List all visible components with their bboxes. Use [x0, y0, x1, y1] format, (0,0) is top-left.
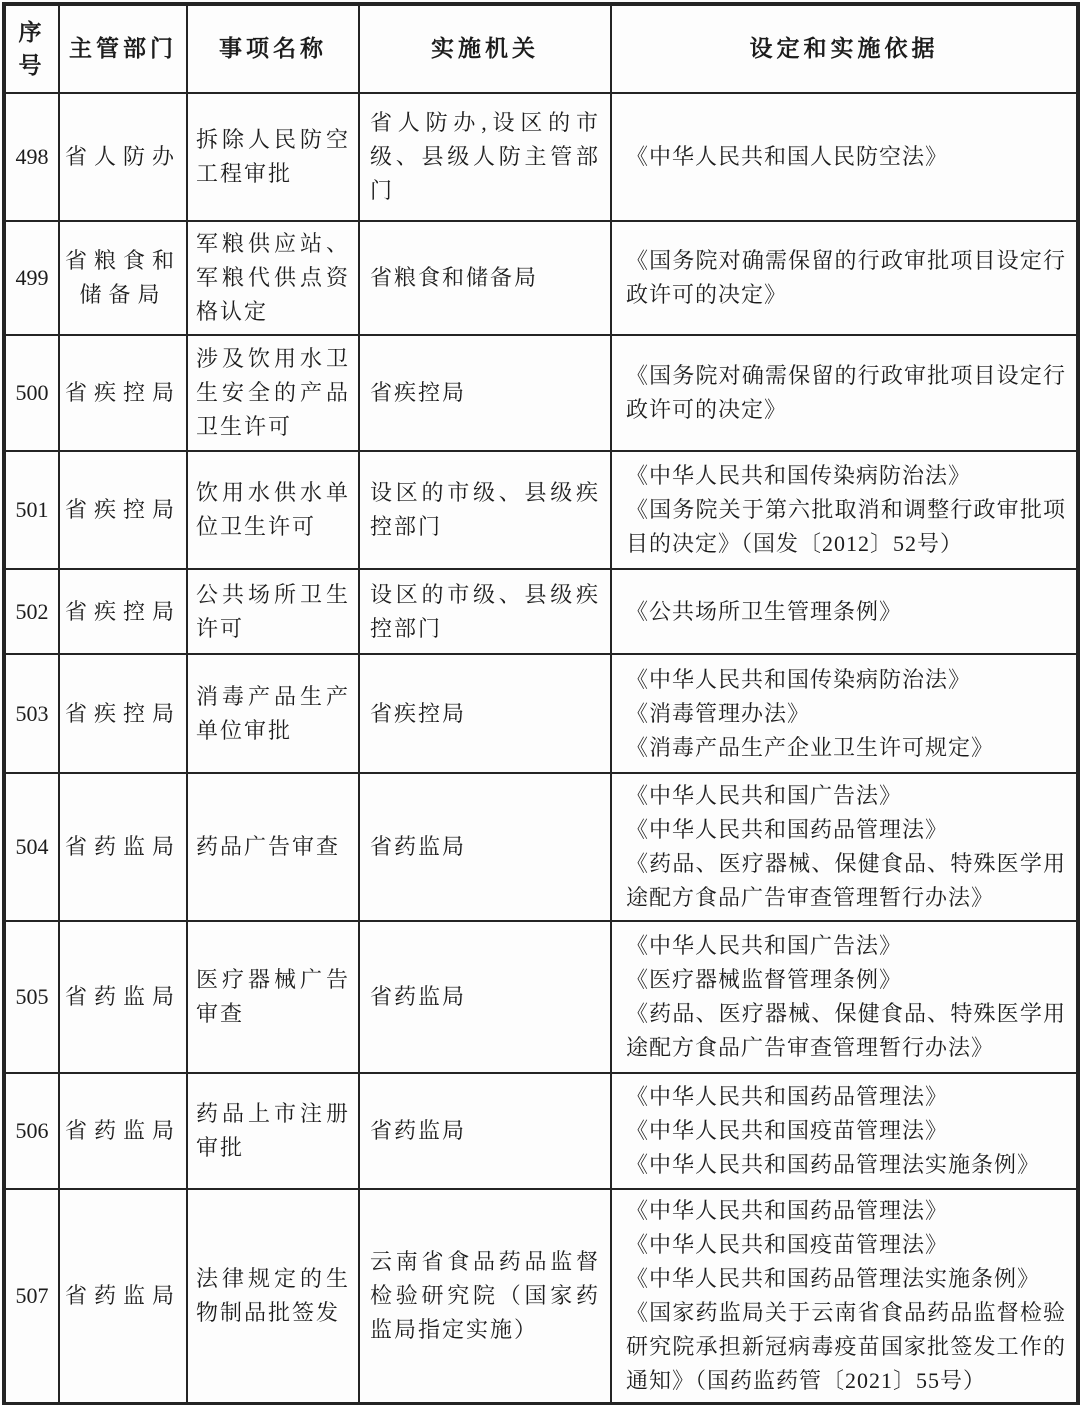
cell-serial: 507	[4, 1189, 59, 1404]
table-row	[4, 569, 1078, 654]
cell-agency: 省疾控局	[359, 654, 611, 773]
cell-agency: 云南省食品药品监督检验研究院（国家药监局指定实施）	[359, 1189, 611, 1404]
cell-item-name: 军粮供应站、军粮代供点资格认定	[187, 221, 359, 335]
cell-department: 省疾控局	[59, 451, 187, 569]
cell-basis	[611, 569, 1078, 654]
cell-agency: 设区的市级、县级疾控部门	[359, 569, 611, 654]
basis-entry: 《中华人民共和国疫苗管理法》	[626, 1232, 949, 1257]
basis-entry: 《中华人民共和国药品管理法实施条例》	[626, 1266, 1041, 1291]
basis-entry: 《中华人民共和国人民防空法》	[626, 144, 949, 169]
basis-entry: 《国务院对确需保留的行政审批项目设定行政许可的决定》	[626, 248, 1066, 307]
basis-entry: 《中华人民共和国传染病防治法》	[626, 666, 972, 692]
cell-serial: 499	[4, 221, 59, 335]
table-row	[4, 1073, 1078, 1189]
cell-agency: 省疾控局	[359, 335, 611, 451]
table-row	[4, 335, 1078, 451]
cell-basis	[611, 773, 1078, 921]
table-row	[4, 1189, 1078, 1404]
cell-item-name: 公共场所卫生许可	[187, 569, 359, 654]
cell-serial: 502	[4, 569, 59, 654]
header-col-agency: 实施机关	[359, 4, 611, 93]
header-col-basis: 设定和实施依据	[611, 4, 1078, 93]
header-col-item-name: 事项名称	[187, 4, 359, 93]
header-row	[4, 4, 1078, 93]
cell-basis	[611, 93, 1078, 221]
cell-department: 省药监局	[59, 921, 187, 1073]
cell-department: 省疾控局	[59, 569, 187, 654]
cell-agency: 省药监局	[359, 921, 611, 1073]
cell-basis	[611, 921, 1078, 1073]
table-row	[4, 773, 1078, 921]
basis-entry: 《医疗器械监督管理条例》	[626, 967, 903, 992]
cell-basis	[611, 221, 1078, 335]
cell-basis	[611, 1189, 1078, 1404]
cell-department: 省疾控局	[59, 654, 187, 773]
cell-serial: 505	[4, 921, 59, 1073]
basis-entry: 《中华人民共和国广告法》	[626, 933, 903, 958]
approval-items-table	[2, 2, 1080, 1405]
header-col-department: 主管部门	[59, 4, 187, 93]
basis-entry: 《国务院关于第六批取消和调整行政审批项目的决定》（国发〔2012〕52号）	[626, 497, 1066, 556]
table-row	[4, 221, 1078, 335]
cell-serial: 501	[4, 451, 59, 569]
cell-serial: 506	[4, 1073, 59, 1189]
cell-agency: 省粮食和储备局	[359, 221, 611, 335]
table-row	[4, 654, 1078, 773]
cell-department: 省药监局	[59, 773, 187, 921]
cell-serial: 498	[4, 93, 59, 221]
table-body	[4, 93, 1078, 1404]
cell-item-name: 消毒产品生产单位审批	[187, 654, 359, 773]
cell-department: 省药监局	[59, 1073, 187, 1189]
cell-serial: 504	[4, 773, 59, 921]
basis-entry: 《公共场所卫生管理条例》	[626, 598, 903, 624]
cell-basis	[611, 335, 1078, 451]
cell-serial: 500	[4, 335, 59, 451]
cell-department: 省疾控局	[59, 335, 187, 451]
cell-agency: 设区的市级、县级疾控部门	[359, 451, 611, 569]
table-row	[4, 451, 1078, 569]
basis-entry: 《中华人民共和国药品管理法》	[626, 1198, 949, 1223]
table-header	[4, 4, 1078, 93]
cell-item-name: 药品广告审查	[187, 773, 359, 921]
cell-item-name: 涉及饮用水卫生安全的产品卫生许可	[187, 335, 359, 451]
cell-basis	[611, 451, 1078, 569]
cell-item-name: 医疗器械广告审查	[187, 921, 359, 1073]
cell-department: 省药监局	[59, 1189, 187, 1404]
basis-entry: 《消毒产品生产企业卫生许可规定》	[626, 734, 995, 760]
basis-entry: 《国务院对确需保留的行政审批项目设定行政许可的决定》	[626, 363, 1066, 422]
basis-entry: 《药品、医疗器械、保健食品、特殊医学用途配方食品广告审查管理暂行办法》	[626, 1001, 1066, 1060]
cell-item-name: 药品上市注册审批	[187, 1073, 359, 1189]
cell-department: 省人防办	[59, 93, 187, 221]
cell-agency: 省药监局	[359, 1073, 611, 1189]
cell-department: 省粮食和储备局	[59, 221, 187, 335]
table-row	[4, 93, 1078, 221]
basis-entry: 《消毒管理办法》	[626, 700, 811, 726]
cell-agency: 省药监局	[359, 773, 611, 921]
basis-entry: 《国家药监局关于云南省食品药品监督检验研究院承担新冠病毒疫苗国家批签发工作的通知》（国药监药管〔2021〕55号）	[626, 1300, 1066, 1393]
basis-entry: 《中华人民共和国药品管理法》	[626, 1084, 949, 1109]
basis-entry: 《中华人民共和国药品管理法实施条例》	[626, 1152, 1041, 1177]
basis-entry: 《中华人民共和国疫苗管理法》	[626, 1118, 949, 1143]
cell-item-name: 法律规定的生物制品批签发	[187, 1189, 359, 1404]
basis-entry: 《药品、医疗器械、保健食品、特殊医学用途配方食品广告审查管理暂行办法》	[626, 851, 1066, 910]
basis-entry: 《中华人民共和国药品管理法》	[626, 817, 949, 842]
table-row	[4, 921, 1078, 1073]
cell-serial: 503	[4, 654, 59, 773]
cell-basis	[611, 1073, 1078, 1189]
cell-basis	[611, 654, 1078, 773]
basis-entry: 《中华人民共和国广告法》	[626, 783, 903, 808]
cell-item-name: 饮用水供水单位卫生许可	[187, 451, 359, 569]
cell-item-name: 拆除人民防空工程审批	[187, 93, 359, 221]
cell-agency: 省人防办,设区的市级、县级人防主管部门	[359, 93, 611, 221]
header-col-serial: 序号	[4, 4, 59, 93]
basis-entry: 《中华人民共和国传染病防治法》	[626, 463, 972, 488]
